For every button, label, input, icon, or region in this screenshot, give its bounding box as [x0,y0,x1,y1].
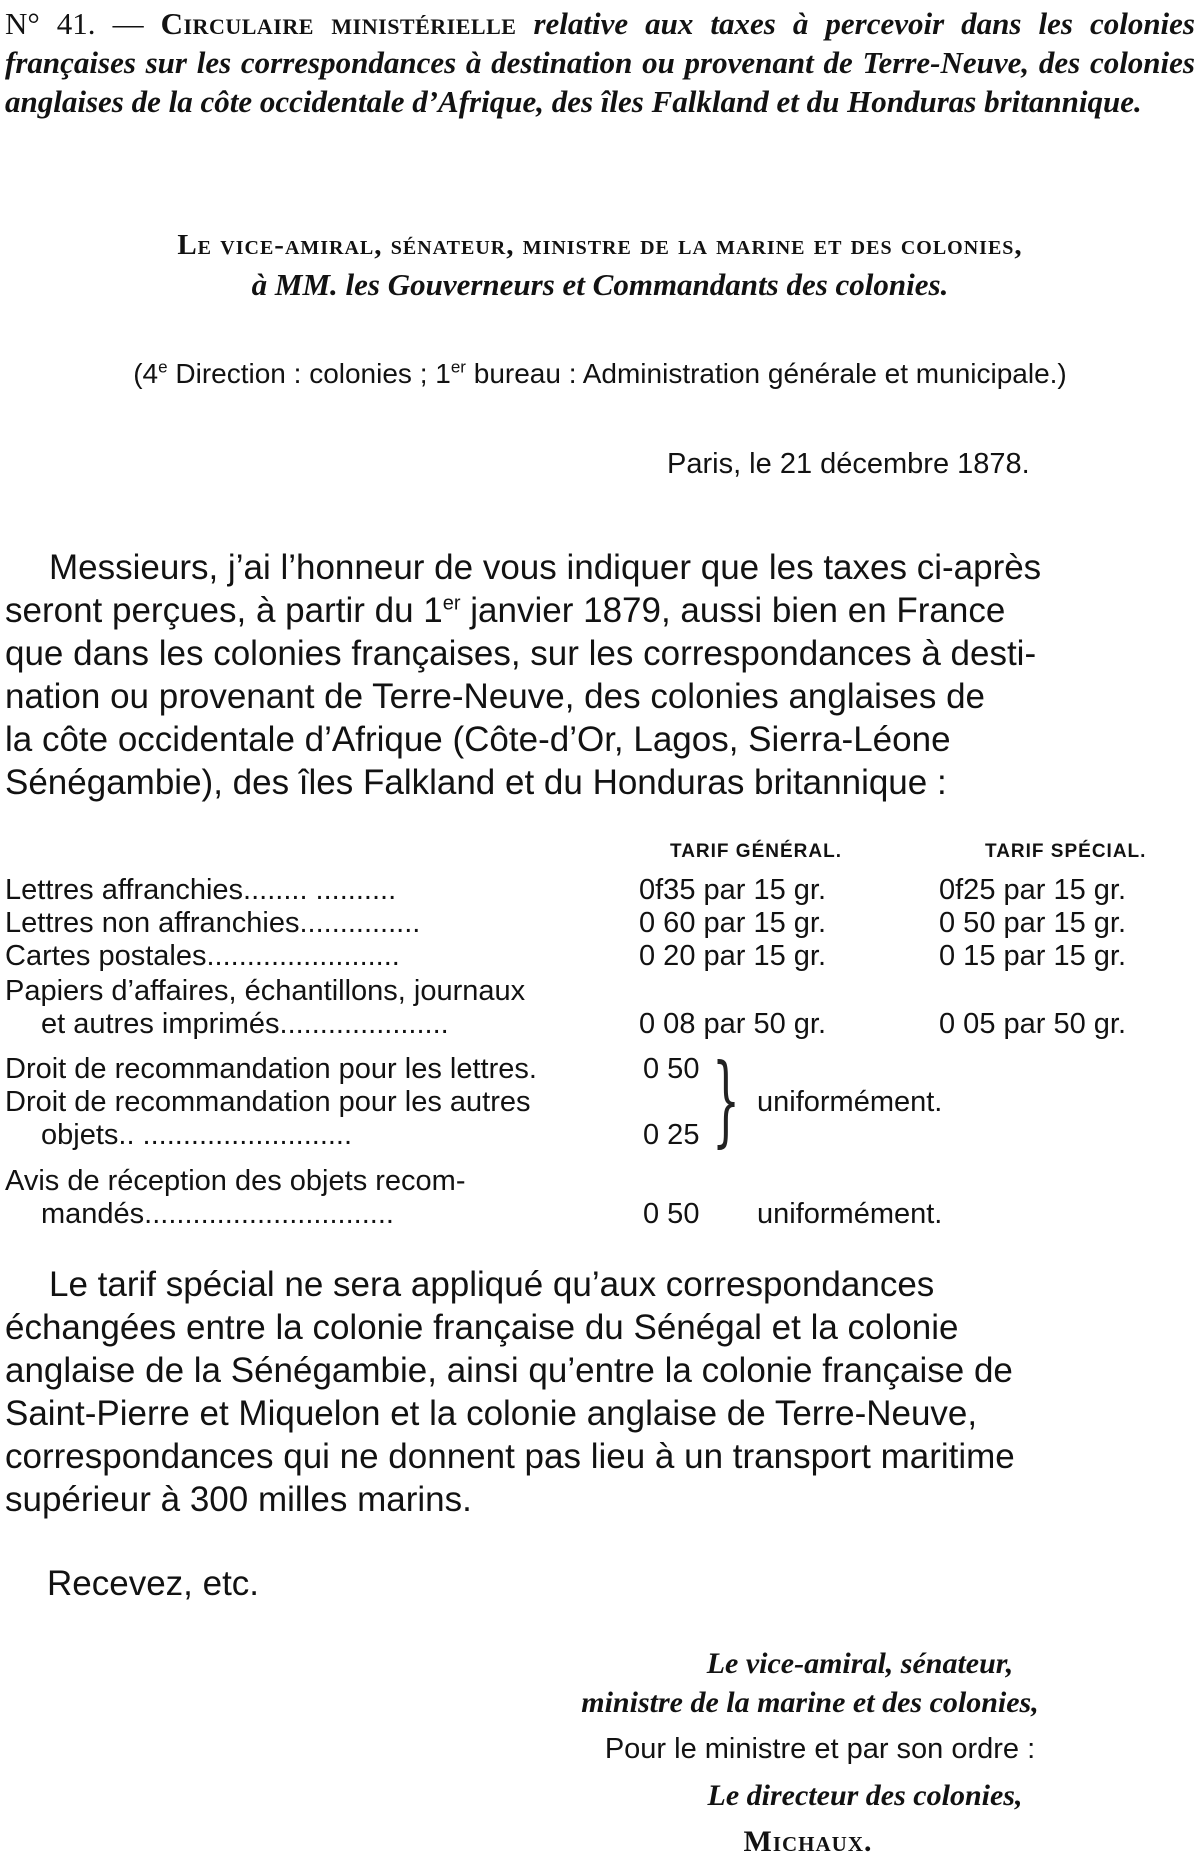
tariff-special-value: 0f25 par 15 gr. [939,874,1127,906]
tariff-label: Lettres non affranchies............... [5,907,421,939]
sender-title: Le vice-amiral, sénateur, ministre de la marine et des colonies, [177,229,1023,261]
paragraph-line: anglaise de la Sénégambie, ainsi qu’entre la colonie française de [5,1351,1013,1390]
tariff-uniform-note: uniformément. [757,1086,943,1118]
direction-sup-a: e [158,357,168,377]
signature-title: ministre de la marine et des colonies, [581,1686,1039,1719]
tariff-general-value: 0 20 par 15 gr. [639,940,827,972]
tariff-row [5,872,1195,908]
circular-heading [5,4,1195,121]
brace-icon: } [712,1044,741,1158]
paragraph-line: la côte occidentale d’Afrique (Côte-d’Or, Lagos, Sierra-Léone [5,720,951,759]
signature-line [565,1776,1165,1815]
paragraph-line: que dans les colonies françaises, sur les correspondances à desti- [5,634,1037,673]
tariff-amount: 0 25 [643,1119,700,1151]
signature-line [508,1822,1108,1861]
tariff-row [5,1051,1195,1087]
signatory-name: Michaux. [743,1825,873,1858]
tariff-special-value: 0 15 par 15 gr. [939,940,1127,972]
tariff-row [5,1163,1195,1199]
tariff-label: objets.. .......................... [41,1119,353,1151]
tariff-row [5,905,1195,941]
tariff-label: Lettres affranchies........ .......... [5,874,397,906]
circular-subject: relative aux taxes à percevoir dans les colonies françaises sur les correspondances à destination ou provenant de Terre-Neuve, des colonies anglaises de la côte occidentale d’Afrique, des îles Falkland et du Honduras britannique. [5,6,1195,119]
signature-line: Pour le ministre et par son ordre : [604,1733,1036,1765]
signature-line [560,1644,1160,1683]
line-part: seront perçues, à partir du 1 [5,591,443,630]
paragraph-line: échangées entre la colonie française du Sénégal et la colonie [5,1308,959,1347]
tariff-general-value: 0 60 par 15 gr. [639,907,827,939]
circular-number: N° 41. [5,6,96,41]
signature-title: Le directeur des colonies, [707,1779,1023,1812]
tariff-label: Avis de réception des objets recom- [5,1165,466,1197]
signature-line [510,1683,1110,1722]
tariff-row [5,1084,1195,1120]
addressee: à MM. les Gouverneurs et Commandants des colonies. [251,267,949,302]
closing-formula: Recevez, etc. [47,1564,260,1603]
tariff-row [5,1006,1195,1042]
line-part: janvier 1879, aussi bien en France [460,591,1006,630]
direction-part-b: Direction : colonies ; 1 [167,358,451,389]
direction-line [5,356,1195,392]
tariff-special-value: 0 05 par 50 gr. [939,1008,1127,1040]
paragraph-line: Saint-Pierre et Miquelon et la colonie anglaise de Terre-Neuve, [5,1394,978,1433]
paragraph-line: Le tarif spécial ne sera appliqué qu’aux correspondances [49,1265,935,1304]
tariff-amount: 0 50 [643,1053,700,1085]
paragraph-special-tariff [5,1263,1195,1521]
paragraph-line: correspondances qui ne donnent pas lieu à un transport maritime [5,1437,1015,1476]
sender-block [5,226,1195,304]
paragraph-intro [5,546,1195,804]
tariff-label: Cartes postales........................ [5,940,400,972]
signature-title: Le vice-amiral, sénateur, [706,1647,1014,1680]
direction-part-c: bureau : Administration générale et municipale.) [465,358,1067,389]
tariff-label: mandés............................... [41,1198,394,1230]
paragraph-line: nation ou provenant de Terre-Neuve, des colonies anglaises de [5,677,985,716]
tariff-special-heading: TARIF SPÉCIAL. [985,841,1147,862]
direction-sup-b: er [450,357,466,377]
paragraph-line [5,589,1195,632]
tariff-general-heading: TARIF GÉNÉRAL. [670,841,842,862]
circular-title-caps: Circulaire ministérielle [160,6,517,41]
heading-dash: — [95,6,161,41]
tariff-row [5,1117,1195,1153]
direction-part-a: (4 [133,358,159,389]
tariff-general-value: 0 08 par 50 gr. [639,1008,827,1040]
tariff-amount: 0 50 [643,1198,700,1230]
paragraph-line: supérieur à 300 milles marins. [5,1480,472,1519]
tariff-row [5,1196,1195,1232]
dateline: Paris, le 21 décembre 1878. [667,448,1030,480]
tariff-uniform-note: uniformément. [757,1198,943,1230]
paragraph-line: Sénégambie), des îles Falkland et du Honduras britannique : [5,763,947,802]
tariff-row [5,938,1195,974]
tariff-row [5,973,1195,1009]
line-sup: er [442,592,461,615]
tariff-special-value: 0 50 par 15 gr. [939,907,1127,939]
tariff-label: Droit de recommandation pour les autres [5,1086,531,1118]
tariff-label: et autres imprimés..................... [41,1008,449,1040]
paragraph-line: Messieurs, j’ai l’honneur de vous indiquer que les taxes ci-après [49,548,1042,587]
tariff-label: Papiers d’affaires, échantillons, journaux [5,975,526,1007]
tariff-general-value: 0f35 par 15 gr. [639,874,827,906]
tariff-label: Droit de recommandation pour les lettres. [5,1053,537,1085]
